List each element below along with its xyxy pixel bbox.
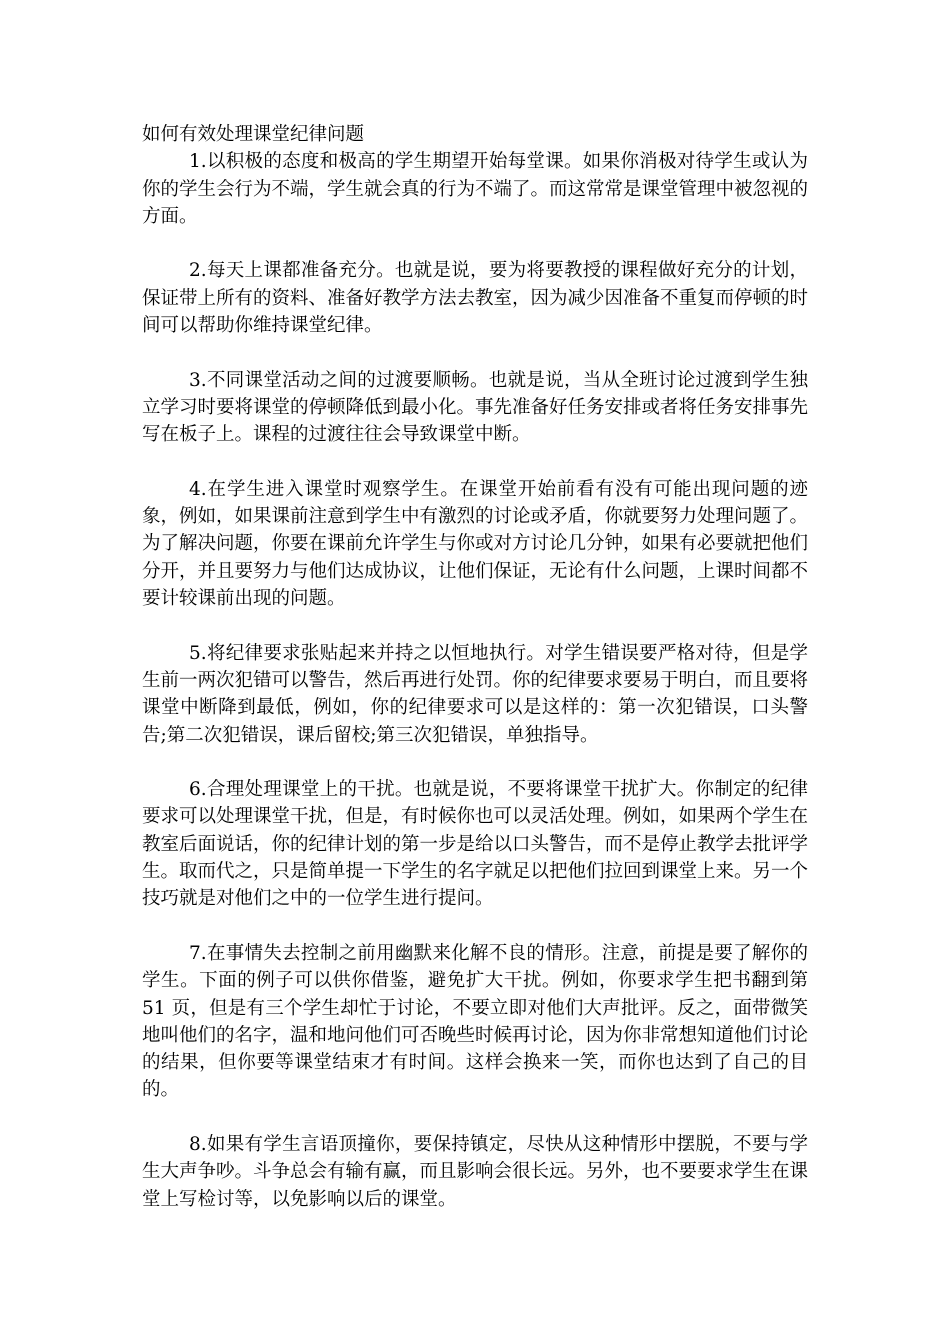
paragraph-5: 5.将纪律要求张贴起来并持之以恒地执行。对学生错误要严格对待，但是学生前一两次犯错可以警告，然后再进行处罚。你的纪律要求要易于明白，而且要将课堂中断降到最低，例如，你的纪律要求可以是这样的：第一次犯错误，口头警告;第二次犯错误，课后留校;第三次犯错误，单独指导。 — [142, 642, 809, 746]
paragraph-2: 2.每天上课都准备充分。也就是说，要为将要教授的课程做好充分的计划，保证带上所有的资料、准备好教学方法去教室，因为减少因准备不重复而停顿的时间可以帮助你维持课堂纪律。 — [142, 260, 809, 337]
paragraph-3: 3.不同课堂活动之间的过渡要顺畅。也就是说，当从全班讨论过渡到学生独立学习时要将课堂的停顿降低到最小化。事先准备好任务安排或者将任务安排事先写在板子上。课程的过渡往往会导致课堂中断。 — [142, 369, 809, 446]
paragraph-7: 7.在事情失去控制之前用幽默来化解不良的情形。注意，前提是要了解你的学生。下面的例子可以供你借鉴，避免扩大干扰。例如，你要求学生把书翻到第 51 页，但是有三个学生却忙于讨论，不要立即对他们大声批评。反之，面带微笑地叫他们的名字，温和地问他们可否晚些时候再讨论，因为你非常想知道他们讨论的结果，但你要等课堂结束才有时间。这样会换来一笑，而你也达到了自己的目的。 — [142, 942, 809, 1101]
document-title: 如何有效处理课堂纪律问题 — [142, 124, 365, 145]
paragraph-6: 6.合理处理课堂上的干扰。也就是说，不要将课堂干扰扩大。你制定的纪律要求可以处理课堂干扰，但是，有时候你也可以灵活处理。例如，如果两个学生在教室后面说话，你的纪律计划的第一步是给以口头警告，而不是停止教学去批评学生。取而代之，只是简单提一下学生的名字就足以把他们拉回到课堂上来。另一个技巧就是对他们之中的一位学生进行提问。 — [142, 779, 809, 910]
document-body — [142, 121, 808, 1213]
paragraph-8: 8.如果有学生言语顶撞你，要保持镇定，尽快从这种情形中摆脱，不要与学生大声争吵。斗争总会有输有赢，而且影响会很长远。另外，也不要要求学生在课堂上写检讨等，以免影响以后的课堂。 — [142, 1133, 809, 1210]
paragraph-1: 1.以积极的态度和极高的学生期望开始每堂课。如果你消极对待学生或认为你的学生会行为不端，学生就会真的行为不端了。而这常常是课堂管理中被忽视的方面。 — [142, 151, 809, 227]
paragraph-4: 4.在学生进入课堂时观察学生。在课堂开始前看有没有可能出现问题的迹象，例如，如果课前注意到学生中有激烈的讨论或矛盾，你就要努力处理问题了。为了解决问题，你要在课前允许学生与你或对方讨论几分钟，如果有必要就把他们分开，并且要努力与他们达成协议，让他们保证，无论有什么问题，上课时间都不要计较课前出现的问题。 — [142, 478, 809, 610]
